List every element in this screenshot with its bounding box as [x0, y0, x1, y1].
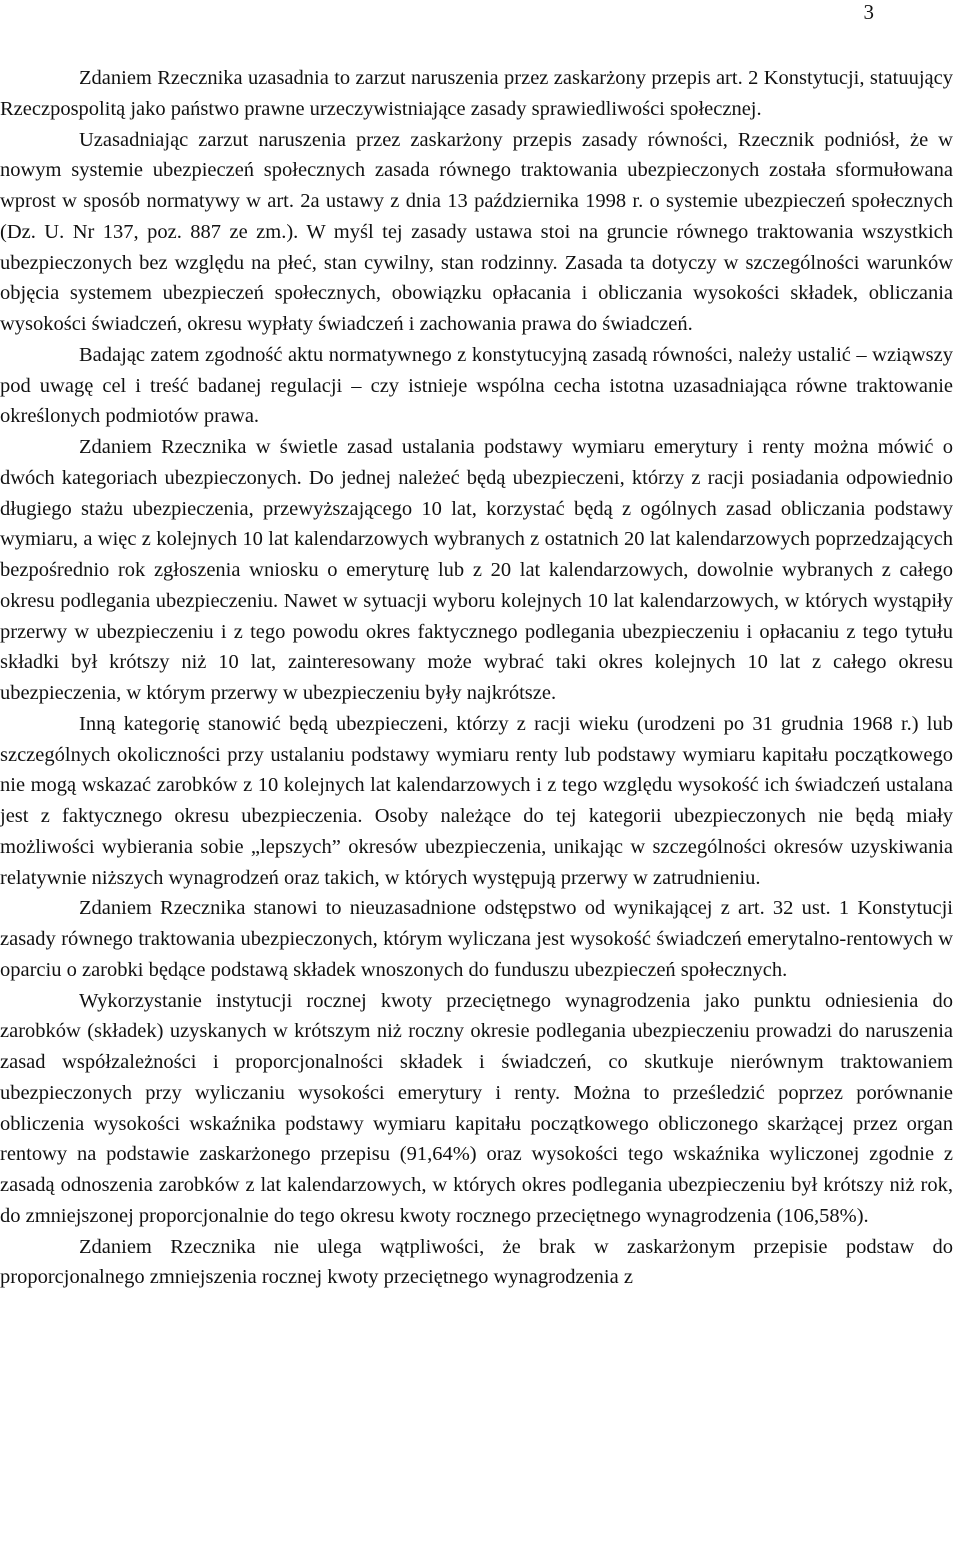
paragraph-2: Uzasadniając zarzut naruszenia przez zaskarżony przepis zasady równości, Rzecznik podniósł, że w nowym systemie ubezpieczeń społecznych zasada równego traktowania ubezpieczonych została sformułowana wprost w sposób normatywy w art. 2a ustawy z dnia 13 października 1998 r. o systemie ubezpieczeń społecznych (Dz. U. Nr 137, poz. 887 ze zm.). W myśl tej zasady ustawa stoi na gruncie równego traktowania wszystkich ubezpieczonych bez względu na płeć, stan cywilny, stan rodzinny. Zasada ta dotyczy w szczególności warunków objęcia systemem ubezpieczeń społecznych, obowiązku opłacania i obliczania wysokości składek, obliczania wysokości świadczeń, okresu wypłaty świadczeń i zachowania prawa do świadczeń.	[0, 128, 953, 335]
paragraph-5: Inną kategorię stanowić będą ubezpieczeni, którzy z racji wieku (urodzeni po 31 grudnia 1968 r.) lub szczególnych okoliczności przy ustalaniu podstawy wymiaru renty lub podstawy wymiaru kapitału początkowego nie mogą wskazać zarobków z 10 kolejnych lat kalendarzowych i z tego względu wysokość ich świadczeń ustalana jest z faktycznego okresu ubezpieczenia. Osoby należące do tej kategorii ubezpieczonych nie będą miały możliwości wybierania sobie „lepszych” okresów ubezpieczenia, unikając w szczególności okresów uzyskiwania relatywnie niższych wynagrodzeń oraz takich, w których występują przerwy w zatrudnieniu.	[0, 712, 953, 889]
page-number: 3	[863, 0, 874, 24]
paragraph-4: Zdaniem Rzecznika w świetle zasad ustalania podstawy wymiaru emerytury i renty można mówić o dwóch kategoriach ubezpieczonych. Do jednej należeć będą ubezpieczeni, którzy z racji posiadania odpowiednio długiego stażu ubezpieczenia, przewyższającego 10 lat, korzystać będą z ogólnych zasad obliczania podstawy wymiaru, a więc z kolejnych 10 lat kalendarzowych wybranych z ostatnich 20 lat kalendarzowych poprzedzających bezpośrednio rok zgłoszenia wniosku o emeryturę lub z 20 lat kalendarzowych, dowolnie wybranych z całego okresu podlegania ubezpieczeniu. Nawet w sytuacji wyboru kolejnych 10 lat kalendarzowych, w których wystąpiły przerwy w ubezpieczeniu i z tego powodu okres faktycznego podlegania ubezpieczeniu i opłacaniu z tego tytułu składki był krótszy niż 10 lat, zainteresowany może wybrać taki okres kolejnych 10 lat z całego okresu ubezpieczenia, w którym przerwy w ubezpieczeniu były najkrótsze.	[0, 436, 953, 704]
paragraph-6: Zdaniem Rzecznika stanowi to nieuzasadnione odstępstwo od wynikającej z art. 32 ust. 1 Konstytucji zasady równego traktowania ubezpieczonych, którym wyliczana jest wysokość świadczeń emerytalno-rentowych w oparciu o zarobki będące podstawą składek wnoszonych do funduszu ubezpieczeń społecznych.	[0, 897, 953, 981]
paragraph-7: Wykorzystanie instytucji rocznej kwoty przeciętnego wynagrodzenia jako punktu odniesienia do zarobków (składek) uzyskanych w krótszym niż roczny okresie podlegania ubezpieczeniu prowadzi do naruszenia zasad współzależności i proporcjonalności składek i świadczeń, co skutkuje nierównym traktowaniem ubezpieczonych przy wyliczaniu wysokości emerytury i renty. Można to prześledzić poprzez porównanie obliczenia wysokości wskaźnika podstawy wymiaru kapitału początkowego obliczonego skarżącej przez organ rentowy na podstawie zaskarżonego przepisu (91,64%) oraz wysokości tego wskaźnika wyliczonej zgodnie z zasadą odnoszenia zarobków z lat kalendarzowych, w których okres podlegania ubezpieczeniu był krótszy niż rok, do zmniejszonej proporcjonalnie do tego okresu kwoty rocznego przeciętnego wynagrodzenia (106,58%).	[0, 989, 953, 1227]
document-body	[0, 63, 953, 1293]
paragraph-3: Badając zatem zgodność aktu normatywnego z konstytucyjną zasadą równości, należy ustalić – wziąwszy pod uwagę cel i treść badanej regulacji – czy istnieje wspólna cecha istotna uzasadniająca równe traktowanie określonych podmiotów prawa.	[0, 343, 953, 428]
paragraph-1: Zdaniem Rzecznika uzasadnia to zarzut naruszenia przez zaskarżony przepis art. 2 Konstytucji, statuujący Rzeczpospolitą jako państwo prawne urzeczywistniające zasady sprawiedliwości społecznej.	[0, 67, 953, 120]
paragraph-8: Zdaniem Rzecznika nie ulega wątpliwości, że brak w zaskarżonym przepisie podstaw do proporcjonalnego zmniejszenia rocznej kwoty przeciętnego wynagrodzenia z	[0, 1235, 953, 1289]
